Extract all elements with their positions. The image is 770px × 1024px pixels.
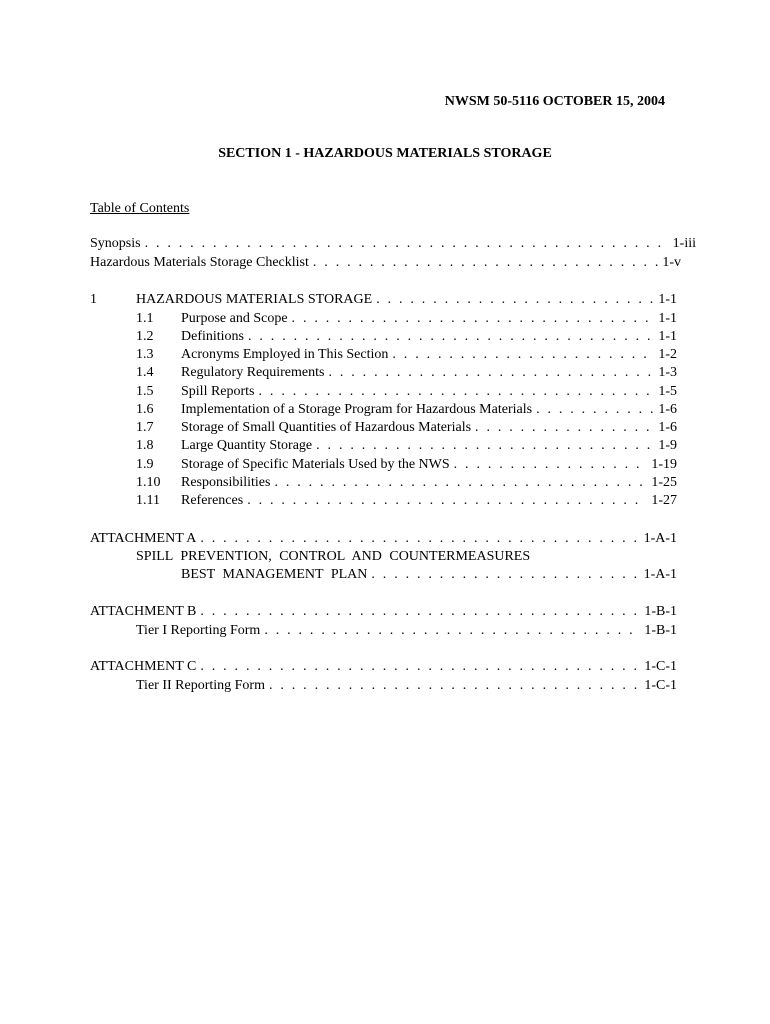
subsection-number: 1.4 xyxy=(136,365,154,380)
subsection-number: 1.3 xyxy=(136,347,154,362)
toc-entry-label: Regulatory Requirements xyxy=(181,365,325,380)
toc-entry-tier-i-form[interactable] xyxy=(136,622,677,640)
toc-entry-label: Hazardous Materials Storage Checklist xyxy=(90,255,309,270)
toc-entry-chapter-1[interactable] xyxy=(136,291,677,309)
toc-entry-label: Responsibilities xyxy=(181,475,271,490)
dot-leader xyxy=(200,658,640,676)
toc-entry-attachment-a[interactable] xyxy=(90,530,677,548)
dot-leader xyxy=(264,622,640,640)
toc-entry-page: 1-B-1 xyxy=(644,604,677,619)
dot-leader xyxy=(376,291,654,309)
toc-entry-tier-ii-form[interactable] xyxy=(136,677,677,695)
dot-leader xyxy=(392,346,654,364)
toc-entry-page: 1-25 xyxy=(651,475,677,490)
toc-entry-1-8[interactable] xyxy=(181,437,677,455)
toc-entry-1-2[interactable] xyxy=(181,328,677,346)
toc-entry-page: 1-9 xyxy=(658,438,677,453)
toc-entry-label: Synopsis xyxy=(90,236,141,251)
subsection-number: 1.10 xyxy=(136,475,161,490)
toc-entry-attachment-a-plan[interactable] xyxy=(181,566,677,584)
toc-entry-page: 1-6 xyxy=(658,420,677,435)
subsection-number: 1.1 xyxy=(136,311,154,326)
toc-entry-page: 1-v xyxy=(662,255,681,270)
dot-leader xyxy=(200,530,639,548)
toc-entry-1-11[interactable] xyxy=(181,492,677,510)
subsection-number: 1.11 xyxy=(136,493,160,508)
toc-entry-1-7[interactable] xyxy=(181,419,677,437)
toc-entry-1-9[interactable] xyxy=(181,456,677,474)
toc-entry-label: Tier I Reporting Form xyxy=(136,623,261,638)
toc-entry-page: 1-3 xyxy=(658,365,677,380)
dot-leader xyxy=(274,474,647,492)
dot-leader xyxy=(200,603,640,621)
toc-entry-label: BEST MANAGEMENT PLAN xyxy=(181,567,368,582)
toc-entry-label: Large Quantity Storage xyxy=(181,438,313,453)
subsection-number: 1.7 xyxy=(136,420,154,435)
dot-leader xyxy=(313,254,658,272)
toc-entry-label: Acronyms Employed in This Section xyxy=(181,347,389,362)
dot-leader xyxy=(248,328,654,346)
toc-entry-page: 1-1 xyxy=(658,311,677,326)
toc-entry-page: 1-C-1 xyxy=(644,659,677,674)
toc-entry-label: Spill Reports xyxy=(181,384,255,399)
toc-entry-label: ATTACHMENT B xyxy=(90,604,197,619)
subsection-number: 1.8 xyxy=(136,438,154,453)
dot-leader xyxy=(316,437,654,455)
toc-entry-page: 1-A-1 xyxy=(643,567,677,582)
toc-entry-page: 1-19 xyxy=(651,457,677,472)
subsection-number: 1.9 xyxy=(136,457,154,472)
toc-entry-label: Storage of Specific Materials Used by the NWS xyxy=(181,457,450,472)
dot-leader xyxy=(247,492,647,510)
dot-leader xyxy=(475,419,654,437)
toc-entry-page: 1-2 xyxy=(658,347,677,362)
toc-entry-synopsis[interactable] xyxy=(90,235,696,253)
toc-entry-label: Storage of Small Quantities of Hazardous Materials xyxy=(181,420,472,435)
dot-leader xyxy=(371,566,639,584)
toc-heading: Table of Contents xyxy=(90,201,190,216)
toc-entry-page: 1-1 xyxy=(658,292,677,307)
toc-entry-page: 1-1 xyxy=(658,329,677,344)
dot-leader xyxy=(292,310,655,328)
toc-entry-attachment-c[interactable] xyxy=(90,658,677,676)
toc-entry-1-1[interactable] xyxy=(181,310,677,328)
toc-entry-page: 1-6 xyxy=(658,402,677,417)
toc-entry-1-3[interactable] xyxy=(181,346,677,364)
toc-entry-page: 1-C-1 xyxy=(644,678,677,693)
document-header: NWSM 50-5116 OCTOBER 15, 2004 xyxy=(444,94,665,109)
toc-entry-label: Definitions xyxy=(181,329,244,344)
chapter-number: 1 xyxy=(90,292,97,307)
toc-entry-page: 1-27 xyxy=(651,493,677,508)
dot-leader xyxy=(259,383,655,401)
toc-entry-label: ATTACHMENT A xyxy=(90,531,197,546)
toc-entry-page: 1-B-1 xyxy=(644,623,677,638)
toc-entry-label: Tier II Reporting Form xyxy=(136,678,265,693)
toc-entry-label: ATTACHMENT C xyxy=(90,659,197,674)
toc-entry-label: Implementation of a Storage Program for Hazardous Materials xyxy=(181,402,533,417)
toc-entry-1-10[interactable] xyxy=(181,474,677,492)
dot-leader xyxy=(454,456,648,474)
toc-entry-1-5[interactable] xyxy=(181,383,677,401)
toc-entry-1-6[interactable] xyxy=(181,401,677,419)
toc-entry-1-4[interactable] xyxy=(181,364,677,382)
subsection-number: 1.2 xyxy=(136,329,154,344)
toc-entry-page: 1-5 xyxy=(658,384,677,399)
toc-entry-page: 1-iii xyxy=(672,236,696,251)
section-title: SECTION 1 - HAZARDOUS MATERIALS STORAGE xyxy=(218,146,552,161)
toc-entry-label: HAZARDOUS MATERIALS STORAGE xyxy=(136,292,373,307)
dot-leader xyxy=(536,401,654,419)
subsection-number: 1.6 xyxy=(136,402,154,417)
dot-leader xyxy=(269,677,640,695)
dot-leader xyxy=(145,235,669,253)
attachment-a-subtitle: SPILL PREVENTION, CONTROL AND COUNTERMEASURES xyxy=(136,549,531,564)
toc-entry-attachment-b[interactable] xyxy=(90,603,677,621)
toc-entry-checklist[interactable] xyxy=(90,254,681,272)
toc-entry-page: 1-A-1 xyxy=(643,531,677,546)
toc-entry-label: Purpose and Scope xyxy=(181,311,288,326)
subsection-number: 1.5 xyxy=(136,384,154,399)
toc-entry-label: References xyxy=(181,493,244,508)
dot-leader xyxy=(328,364,654,382)
